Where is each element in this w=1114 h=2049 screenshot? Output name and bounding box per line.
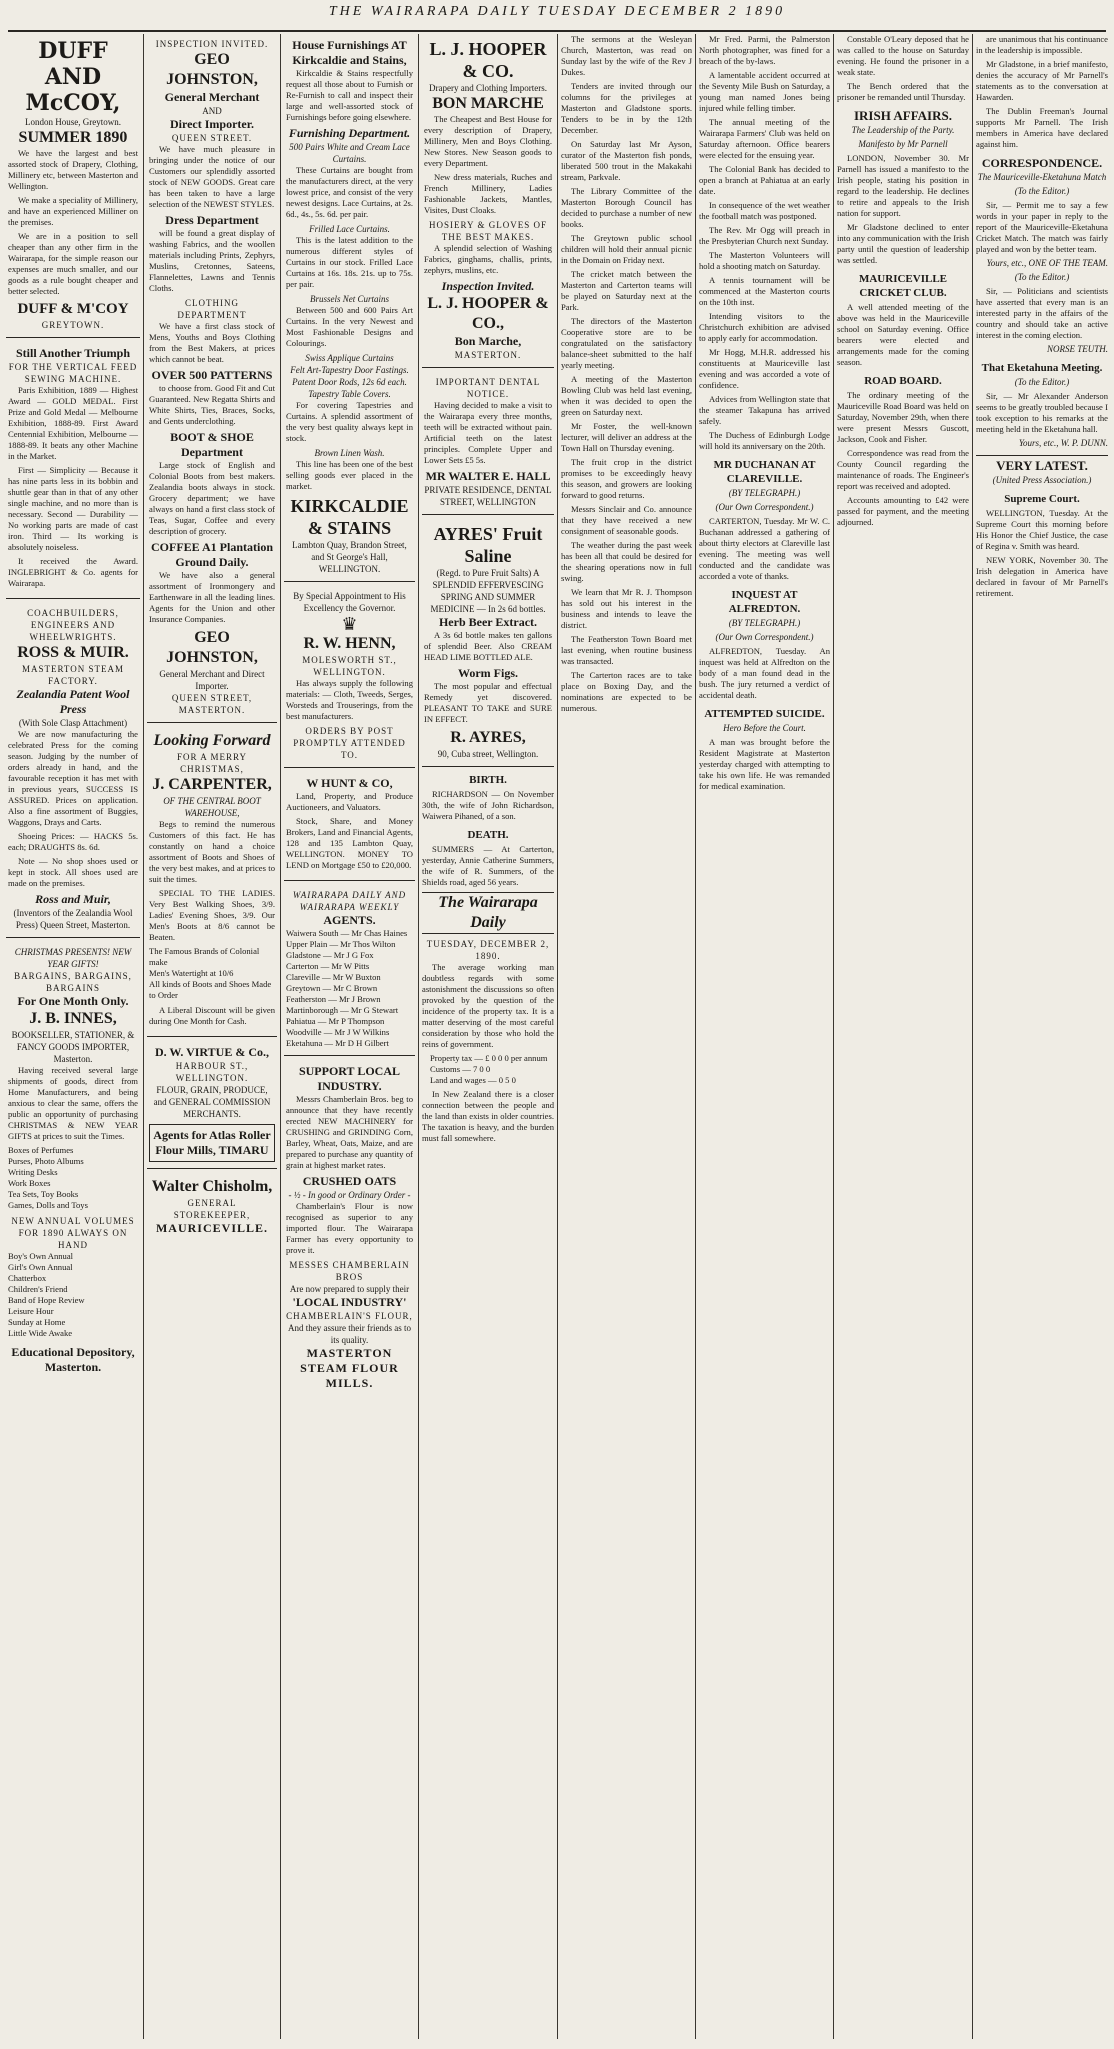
list-item: Games, Dolls and Toys <box>8 1200 88 1210</box>
list-item: Leisure Hour <box>8 1306 54 1316</box>
clothing-heading: CLOTHING DEPARTMENT <box>177 298 247 320</box>
news-paragraph: Mr Foster, the well-known lecturer, will deliver an address at the Town Hall on Thursday evening. <box>561 421 692 453</box>
geo-johnston-advert <box>147 34 277 723</box>
chamberlain-advert <box>284 1060 415 1397</box>
list-item: Gladstone — Mr J G Fox <box>286 950 374 960</box>
hunt-name: W HUNT & CO, <box>306 776 393 790</box>
crushed-subheading: - ½ - In good or Ordinary Order - <box>288 1190 411 1200</box>
curtains-heading: 500 Pairs White and Cream Lace Curtains. <box>289 142 410 164</box>
kirkcaldie-name: KIRKCALDIE & STAINS <box>290 496 409 538</box>
column-1 <box>6 34 140 2039</box>
list-item: Boxes of Perfumes <box>8 1145 74 1155</box>
patent-heading: Patent Door Rods, 12s 6d each. <box>292 377 407 387</box>
list-item: Men's Watertight at 10/6 <box>149 968 234 978</box>
correspondence-text-2: Sir, — Politicians and scientists have asserted that every man is an interested party in the affairs of the country and should take an active interest in the coming election. <box>976 286 1108 340</box>
hosiery-text: A splendid selection of Washing Fabrics, ginghams, challis, prints, zephyrs, muslins, etc. <box>424 243 552 275</box>
attempted-heading: ATTEMPTED SUICIDE. <box>704 708 825 720</box>
one-month-heading: For One Month Only. <box>17 994 129 1008</box>
news-paragraph: are unanimous that his continuance in the leadership is impossible. <box>976 34 1108 55</box>
column-rule <box>833 34 834 2039</box>
column-rule <box>143 34 144 2039</box>
list-item: Girl's Own Annual <box>8 1262 73 1272</box>
dress-text: will be found a great display of washing Fabrics, and the woollen materials including Prints, Zephyrs, Muslins, Cretonnes, Sateens, Flannelettes, Lawns and Tennis Cloths. <box>149 228 275 293</box>
correspondence-heading: CORRESPONDENCE. <box>981 156 1103 170</box>
chamberlain-text-2: And they assure their friends as to its quality. <box>288 1323 411 1345</box>
news-paragraph: Intending visitors to the Christchurch exhibition are advised to apply early for accommodation. <box>699 311 830 343</box>
table-row: Land and wages — 0 5 0 <box>430 1075 516 1085</box>
ross-signature: Ross and Muir, <box>35 892 111 906</box>
geo-and: AND <box>202 106 222 116</box>
ladies-text: SPECIAL TO THE LADIES. Very Best Walking Shoes, 3/9. Ladies' Evening Shoes, 3/9. Our Men's Boots at 8/6 cannot be Beaten. <box>149 888 275 942</box>
geo2-name: GEO JOHNSTON, <box>166 629 258 666</box>
coffee-text: We have also a general assortment of Ironmongery and Earthenware in all the leading lines. Agents for the Union and other Insurance Companies. <box>149 570 275 624</box>
royal-crest-icon: ♛ <box>341 614 358 634</box>
news-paragraph: Mr Gladstone, in a brief manifesto, denies the accuracy of Mr Parnell's statements as to the conversation at Hawarden. <box>976 59 1108 102</box>
list-item: Clareville — Mr W Buxton <box>286 972 381 982</box>
news-paragraph: The Dublin Freeman's Journal supports Mr Parnell. The Irish members in America have declared against him. <box>976 106 1108 149</box>
duff-place: London House, Greytown. <box>25 117 121 127</box>
house-text: Kirkcaldie & Stains respectfully request all those about to Furnish or Re-Furnish to call and inspect their large and well-assorted stock of Furnishings before going elsewhere. <box>286 68 413 122</box>
page-masthead: THE WAIRARAPA DAILY TUESDAY DECEMBER 2 1890 <box>328 4 786 19</box>
irish-text: LONDON, November 30. Mr Parnell has issued a manifesto to the Irish people, stating his position in regard to the leadership. He declines to retire and appeals to the Irish nation for support. <box>837 153 969 218</box>
virtue-place: HARBOUR ST., WELLINGTON. <box>175 1061 249 1083</box>
irish-subheading: The Leadership of the Party. <box>851 125 955 135</box>
news-paragraph: The weather during the past week has been all that could be desired for the shearing operations now in full swing. <box>561 540 692 583</box>
brussels-heading: Brussels Net Curtains <box>309 294 389 304</box>
hunt-trade: Land, Property, and Produce Auctioneers, and Valuators. <box>286 791 413 812</box>
worm-text: The most popular and effectual Remedy yet discovered. PLEASANT TO TAKE and SURE IN EFFECT. <box>424 681 552 724</box>
zealandia-title: Zealandia Patent Wool Press <box>16 687 130 716</box>
bargains-heading: BARGAINS, BARGAINS, BARGAINS <box>14 971 132 993</box>
clareville-text: CARTERTON, Tuesday. Mr W. C. Buchanan addressed a gathering of about thirty electors at Clareville last evening. The meeting was well conducted and the candidate was accorded a vote of thanks. <box>699 516 830 581</box>
correspondence-subheading: The Mauriceville-Eketahuna Match <box>977 172 1107 182</box>
sewing-text-2: First — Simplicity — Because it has nine parts less in its bobbin and shuttle gear than in that of any other single machine, and no more than is necessary. Second — Durability — No working parts are made of cast iron. Third — Its working is absolutely noiseless. <box>8 465 138 552</box>
news-paragraph: The annual meeting of the Wairarapa Farmers' Club was held on Saturday afternoon. Office bearers were elected for the ensuing year. <box>699 117 830 160</box>
orders-text: ORDERS BY POST PROMPTLY ATTENDED TO. <box>293 726 406 760</box>
innes-name: J. B. INNES, <box>29 1010 117 1027</box>
column-8 <box>976 34 1108 2039</box>
innes-goods-list <box>8 1145 138 1211</box>
virtue-name: D. W. VIRTUE & Co., <box>154 1045 270 1059</box>
appointment-text: By Special Appointment to His Excellency the Governor. <box>293 591 406 613</box>
list-item: Sunday at Home <box>8 1317 66 1327</box>
dental-text: Having decided to make a visit to the Wairarapa every three months, teeth will be extracted without pain. Artificial teeth on the latest principles. Complete Upper and Lower Sets £5 5s. <box>424 400 552 465</box>
carpenter-name: J. CARPENTER, <box>152 776 272 793</box>
news-paragraph: The directors of the Masterton Cooperative store are to be congratulated on the satisfactory balance-sheet submitted to the half yearly meeting. <box>561 316 692 370</box>
agents-list <box>286 928 413 1049</box>
news-paragraph: The Rev. Mr Ogg will preach in the Presbyterian Church next Sunday. <box>699 225 830 246</box>
frilled-heading: Frilled Lace Curtains. <box>309 224 390 234</box>
geo-direct: Direct Importer. <box>170 117 254 131</box>
annuals-heading: NEW ANNUAL VOLUMES FOR 1890 ALWAYS ON HAND <box>11 1216 135 1250</box>
column-rule <box>695 34 696 2039</box>
meeting-text: Sir, — Mr Alexander Anderson seems to be greatly troubled because I took exception to his remarks at the meeting held in the Eketahuna hall. <box>976 391 1108 434</box>
duff-signature-place: GREYTOWN. <box>41 320 105 330</box>
list-item: Pahiatua — Mr P Thompson <box>286 1016 385 1026</box>
agents-title: WAIRARAPA DAILY AND WAIRARAPA WEEKLY <box>292 890 407 912</box>
masterton-steam-mills: MASTERTON STEAM FLOUR MILLS. <box>300 1346 399 1390</box>
paper-title: The Wairarapa Daily <box>422 892 554 934</box>
list-item: Upper Plain — Mr Thos Wilton <box>286 939 396 949</box>
geo-street: QUEEN STREET. <box>171 133 253 143</box>
meeting-to-editor: (To the Editor.) <box>1014 377 1070 387</box>
duff-season: SUMMER 1890 <box>18 129 128 146</box>
support-heading: SUPPORT LOCAL INDUSTRY. <box>298 1064 401 1093</box>
masthead-rule <box>8 30 1106 32</box>
chamberlain-text: Are now prepared to supply their <box>289 1284 410 1294</box>
news-paragraph: Messrs Sinclair and Co. announce that they have received a new consignment of seasonable goods. <box>561 504 692 536</box>
tapestry-heading: Tapestry Table Covers. <box>308 389 391 399</box>
hooper-trade: Drapery and Clothing Importers. <box>429 83 547 93</box>
innes-trade: BOOKSELLER, STATIONER, & FANCY GOODS IMPORTER, Masterton. <box>11 1030 135 1064</box>
ross-text: We are now manufacturing the celebrated Press for the coming season. Judging by the number of orders already in hand, and the favourable reception it has met with in previous years, SUCCESS IS ASSURED. Prices on application. Also a fine assortment of Buggies, Waggons, Drays and Carts. <box>8 729 138 827</box>
road-board-text-2: Correspondence was read from the County Council regarding the maintenance of roads. The Engineer's report was received and adopted. <box>837 448 969 491</box>
column-7 <box>837 34 969 2039</box>
ross-text-3: Note — No shop shoes used or kept in stock. All shoes used are made on the premises. <box>8 856 138 888</box>
duff-text-3: We are in a position to sell cheaper than any other firm in the Wairarapa, for the simple reason our expenses are much smaller, and our goods as a rule bought cheaper and better selected. <box>8 231 138 296</box>
inquest-subheading: (BY TELEGRAPH.) <box>728 618 801 628</box>
news-paragraph: A meeting of the Masterton Bowling Club was held last evening, when it was decided to open the green on Saturday next. <box>561 374 692 417</box>
list-item: All kinds of Boots and Shoes Made to Order <box>149 979 272 1000</box>
news-paragraph: Mr Hogg, M.H.R. addressed his constituents at Mauriceville last evening and was accorded a vote of confidence. <box>699 347 830 390</box>
ayers-title: AYRES' Fruit Saline <box>433 524 543 566</box>
virtue-trade: FLOUR, GRAIN, PRODUCE, and GENERAL COMMISSION MERCHANTS. <box>153 1085 271 1119</box>
birth-heading: BIRTH. <box>469 774 507 786</box>
news-paragraph: The Carterton races are to take place on Boxing Day, and the nominations are expected to be numerous. <box>561 670 692 713</box>
bon-marche-2: Bon Marche, <box>454 334 522 348</box>
herb-text: A 3s 6d bottle makes ten gallons of splendid Beer. Also CREAM HEAD LIME BOTTLED ALE. <box>424 630 552 662</box>
leader-text: The average working man doubtless regards with some astonishment the discussions so often provoked by the question of the incidence of the property tax. It is a matter deserving of the most careful consideration by those who hold the reins of government. <box>422 962 554 1049</box>
henn-place: MOLESWORTH ST., WELLINGTON. <box>302 655 397 677</box>
news-paragraph: In consequence of the wet weather the football match was postponed. <box>699 200 830 221</box>
list-item: Woodville — Mr J W Wilkins <box>286 1027 390 1037</box>
correspondence-signature-2: NORSE TEUTH. <box>1046 344 1108 354</box>
local-industry: 'LOCAL INDUSTRY' <box>292 1295 407 1309</box>
supreme-court-heading: Supreme Court. <box>1004 493 1080 505</box>
column-rule <box>972 34 973 2039</box>
inquest-text: ALFREDTON, Tuesday. An inquest was held at Alfredton on the body of a man found dead in the bush. The jury returned a verdict of accidental death. <box>699 646 830 700</box>
column-3 <box>284 34 415 2039</box>
news-paragraph: The Featherston Town Board met last evening, when routine business was transacted. <box>561 634 692 666</box>
swiss-heading: Swiss Applique Curtains <box>305 353 394 363</box>
list-item: Band of Hope Review <box>8 1295 85 1305</box>
agents-heading: AGENTS. <box>323 913 376 927</box>
crushed-text: Chamberlain's Flour is now recognised as superior to any imported flour. The Wairarapa Farmer has every opportunity to prove it. <box>286 1201 413 1255</box>
dental-heading: IMPORTANT DENTAL NOTICE. <box>435 377 541 399</box>
list-item: Children's Friend <box>8 1284 68 1294</box>
dress-heading: Dress Department <box>165 213 259 227</box>
ayers-subtitle: (Regd. to Pure Fruit Salts) A SPLENDID EFFERVESCING SPRING AND SUMMER MEDICINE — In 2s 6d bottles. <box>430 568 546 614</box>
news-paragraph: The Masterton Volunteers will hold a shooting match on Saturday. <box>699 250 830 271</box>
hunt-text: Stock, Share, and Money Brokers, Land and Financial Agents, 128 and 135 Lambton Quay, WELLINGTON. MONEY TO LEND on Mortgage £50 to £20,000. <box>286 816 413 870</box>
patterns-heading: OVER 500 PATTERNS <box>151 368 273 382</box>
list-item: Work Boxes <box>8 1178 51 1188</box>
zealandia-subtitle: (With Sole Clasp Attachment) <box>18 718 128 728</box>
christmas-heading: CHRISTMAS PRESENTS! NEW YEAR GIFTS! <box>14 947 132 969</box>
hunt-advert <box>284 772 415 881</box>
chisholm-trade: GENERAL STOREKEEPER, <box>173 1198 251 1220</box>
brussels-text: Between 500 and 600 Pairs Art Curtains. In the very Newest and Most Fashionable Designs and Colourings. <box>286 305 413 348</box>
very-latest-heading: VERY LATEST. <box>976 455 1108 473</box>
innes-footer: Educational Depository, Masterton. <box>11 1345 135 1374</box>
carpenter-advert <box>147 727 277 1037</box>
hooper-advert <box>422 34 554 368</box>
column-2 <box>147 34 277 2039</box>
boot-heading: BOOT & SHOE Department <box>170 430 254 459</box>
leader-text-2: In New Zealand there is a closer connection between the people and the land than exists in older countries. The taxation is heavy, and the burden must fall somewhere. <box>422 1089 554 1143</box>
ross-muir-advert <box>6 603 140 938</box>
list-item: Featherston — Mr J Brown <box>286 994 381 1004</box>
list-item: Carterton — Mr W Pitts <box>286 961 370 971</box>
sewing-machine-advert <box>6 342 140 599</box>
ross-signature-2: (Inventors of the Zealandia Wool Press) Queen Street, Masterton. <box>13 908 133 930</box>
hooper-name: L. J. HOOPER & CO. <box>429 39 547 81</box>
notices-section <box>422 773 554 1144</box>
inquest-heading: INQUEST AT ALFREDTON. <box>728 589 801 615</box>
correspondence-to-editor-2: (To the Editor.) <box>1014 272 1070 282</box>
worm-heading: Worm Figs. <box>458 666 518 680</box>
discount-text: A Liberal Discount will be given during One Month for Cash. <box>149 1005 275 1026</box>
agents-advert <box>284 885 415 1056</box>
linen-text: This line has been one of the best selling goods ever placed in the market. <box>286 459 413 491</box>
irish-text-2: Mr Gladstone declined to enter into any communication with the Irish party until the question of leadership was settled. <box>837 222 969 265</box>
chisholm-name: Walter Chisholm, <box>151 1178 273 1195</box>
news-paragraph: A tennis tournament will be commenced at the Masterton courts on the 10th inst. <box>699 275 830 307</box>
looking-subheading: FOR A MERRY CHRISTMAS, <box>176 752 248 774</box>
ayres-name: R. AYRES, <box>450 729 526 746</box>
geo-trade: General Merchant <box>164 90 260 104</box>
ross-text-2: Shoeing Prices: — HACKS 5s. each; DRAUGHTS 8s. 6d. <box>8 831 138 852</box>
news-paragraph: A lamentable accident occurred at the Seventy Mile Bush on Saturday, a young man named Jones being injured while felling timber. <box>699 70 830 113</box>
hall-name: MR WALTER E. HALL <box>425 469 551 483</box>
geo2-street: QUEEN STREET, MASTERTON. <box>171 693 253 715</box>
geo-name: GEO JOHNSTON, <box>166 51 258 88</box>
bon-marche-title: BON MARCHE <box>432 95 544 112</box>
clareville-subheading-2: (Our Own Correspondent.) <box>715 502 814 512</box>
ayres-advert <box>422 519 554 767</box>
annuals-list <box>8 1251 138 1339</box>
clareville-heading: MR DUCHANAN AT CLAREVILLE. <box>713 459 816 485</box>
carpenter-list <box>149 946 275 1001</box>
column-5 <box>561 34 692 2039</box>
duff-text-2: We make a speciality of Millinery, and have an experienced Milliner on the premises. <box>8 195 138 227</box>
list-item: The Famous Brands of Colonial make <box>149 946 260 967</box>
house-title: House Furnishings AT Kirkcaldie and Stains, <box>292 38 407 67</box>
virtue-agents: Agents for Atlas Roller Flour Mills, TIMARU <box>149 1124 275 1162</box>
inquest-subheading-2: (Our Own Correspondent.) <box>715 632 814 642</box>
sewing-text: Paris Exhibition, 1889 — Highest Award — GOLD MEDAL. First Prize and Gold Medal — Melbourne Exhibition, 1888-89. First Award Centennial Exhibition, Melbourne — 1888-89. It beats any other Machine in the Market. <box>8 385 138 461</box>
kirkcaldie-advert <box>284 34 415 582</box>
news-paragraph: Advices from Wellington state that the steamer Takapuna has arrived safely. <box>699 394 830 426</box>
herb-heading: Herb Beer Extract. <box>438 615 538 629</box>
linen-heading: Brown Linen Wash. <box>314 448 385 458</box>
tapestry-text: For covering Tapestries and Curtains. A splendid assortment of the very best quality always kept in stock. <box>286 400 413 443</box>
attempted-subheading: Hero Before the Court. <box>723 723 806 733</box>
news-paragraph: The Duchess of Edinburgh Lodge will hold its anniversary on the 20th. <box>699 430 830 451</box>
kirkcaldie-place: Lambton Quay, Brandon Street, and St George's Hall, WELLINGTON. <box>292 540 407 574</box>
innes-advert <box>6 942 140 1381</box>
road-board-text: The ordinary meeting of the Mauriceville Road Board was held on Saturday, November 29th, when there were present Messrs Guscott, Jackson, Cook and Fisher. <box>837 390 969 444</box>
coachbuilders-heading: COACHBUILDERS, ENGINEERS AND WHEELWRIGHTS. <box>27 608 119 642</box>
news-paragraph: The Bench ordered that the prisoner be remanded until Thursday. <box>837 81 969 102</box>
henn-text: Has always supply the following materials: — Cloth, Tweeds, Serges, Worsteds and Trouserings, from the best manufacturers. <box>286 678 413 721</box>
chisholm-place: MAURICEVILLE. <box>155 1221 268 1235</box>
duff-signature: DUFF & M'COY <box>17 301 129 317</box>
virtue-advert <box>147 1041 277 1169</box>
henn-advert <box>284 586 415 768</box>
furnishing-heading: Furnishing Department. <box>288 126 411 140</box>
news-paragraph: On Saturday last Mr Ayson, curator of the Masterton fish ponds, liberated 500 trout in the Makakahi stream, Parkvale. <box>561 139 692 182</box>
clothing-text: We have a first class stock of Mens, Youths and Boys Clothing from the Best Makers, at prices which cannot be beat. <box>149 321 275 364</box>
news-paragraph: The sermons at the Wesleyan Church, Masterton, was read on Sunday last by the wife of the Rev J Dukes. <box>561 34 692 77</box>
very-latest-subheading: (United Press Association.) <box>992 475 1092 485</box>
sewing-subtitle: FOR THE VERTICAL FEED SEWING MACHINE. <box>8 362 138 384</box>
felt-heading: Felt Art-Tapestry Door Fastings. <box>290 365 409 375</box>
innes-text: Having received several large shipments of goods, direct from Home Manufacturers, and being anxious to clear the same, offers the public an opportunity of purchasing CHRISTMAS & NEW YEAR GIFTS at prices to suit the Times. <box>8 1065 138 1141</box>
list-item: Waiwera South — Mr Chas Haines <box>286 928 408 938</box>
meeting-heading: That Eketahuna Meeting. <box>981 362 1103 374</box>
ross-name: ROSS & MUIR. <box>17 644 129 661</box>
list-item: Little Wide Awake <box>8 1328 73 1338</box>
duff-mccoy-advert <box>6 34 140 338</box>
hall-address: PRIVATE RESIDENCE, DENTAL STREET, WELLINGTON <box>424 485 552 507</box>
news-paragraph: We learn that Mr R. J. Thompson has sold out his interest in the business and intends to leave the district. <box>561 587 692 630</box>
duff-text: We have the largest and best assorted stock of Drapery, Clothing, Millinery etc, between Masterton and Wellington. <box>8 148 138 191</box>
correspondence-signature: Yours, etc., ONE OF THE TEAM. <box>986 258 1108 268</box>
attempted-text: A man was brought before the Resident Magistrate at Masterton yesterday charged with attempting to take his own life. He was remanded for medical examination. <box>699 737 830 791</box>
paper-date: TUESDAY, DECEMBER 2, 1890. <box>426 939 550 961</box>
news-paragraph: Tenders are invited through our columns for the privileges at Masterton and Gladstone sports. Tenders to be in by the 12th December. <box>561 81 692 135</box>
road-board-heading: ROAD BOARD. <box>864 375 942 387</box>
sewing-title: Still Another Triumph <box>15 346 131 360</box>
frilled-text: This is the latest addition to the numerous different styles of Curtains in our stock. Frilled Lace Curtains at 16s. 18s. 21s. up to 75s. per pair. <box>286 235 413 289</box>
news-paragraph: The Colonial Bank has decided to open a branch at Pahiatua at an early date. <box>699 164 830 196</box>
road-board-text-3: Accounts amounting to £42 were passed for payment, and the meeting adjourned. <box>837 495 969 527</box>
news-paragraph: The cricket match between the Masterton and Carterton teams will be played on Saturday next at the Park. <box>561 269 692 312</box>
crushed-heading: CRUSHED OATS <box>302 1174 397 1188</box>
table-row: Property tax — £ 0 0 0 per annum <box>430 1053 548 1063</box>
column-rule <box>557 34 558 2039</box>
inspection-invited: Inspection Invited. <box>441 279 535 293</box>
chamberlain-name: CHAMBERLAIN'S FLOUR, <box>286 1311 413 1321</box>
column-rule <box>280 34 281 2039</box>
chamberlain-heading: MESSES CHAMBERLAIN BROS <box>289 1260 410 1282</box>
inspection-heading: INSPECTION INVITED. <box>155 39 269 49</box>
dental-advert <box>422 372 554 515</box>
carpenter-trade: OF THE CENTRAL BOOT WAREHOUSE, <box>163 796 261 818</box>
hosiery-heading: HOSIERY & GLOVES OF THE BEST MAKES. <box>429 220 547 242</box>
column-rule <box>418 34 419 2039</box>
clareville-subheading: (BY TELEGRAPH.) <box>728 488 801 498</box>
henn-name: R. W. HENN, <box>303 635 396 652</box>
list-item: Writing Desks <box>8 1167 58 1177</box>
patterns-text: to choose from. Good Fit and Cut Guaranteed. New Regatta Shirts and White Shirts, Ties, Braces, Socks, and Gents underclothing. <box>149 383 275 426</box>
bon-marche-place: MASTERTON. <box>454 350 522 360</box>
death-heading: DEATH. <box>467 829 509 841</box>
curtains-text: These Curtains are bought from the manufacturers direct, at the very lowest price, and consist of the very newest designs. Lace Curtains, at 2s. 6d., 4s., 5s. 6d. per pair. <box>286 165 413 219</box>
ross-works: MASTERTON STEAM FACTORY. <box>21 664 125 686</box>
list-item: Boy's Own Annual <box>8 1251 74 1261</box>
list-item: Martinborough — Mr G Stewart <box>286 1005 399 1015</box>
death-text: SUMMERS — At Carterton, yesterday, Annie Catherine Summers, the wife of R. Summers, of the Shields road, aged 56 years. <box>422 844 554 887</box>
bon-text-2: New dress materials, Ruches and French Millinery, Ladies Fashionable Jackets, Mantles, Visites, Dust Cloaks. <box>424 172 552 215</box>
bon-text: The Cheapest and Best House for every description of Drapery, Millinery, Men and Boys Clothing. New Stores. New Season goods to every Department. <box>424 114 552 168</box>
column-6 <box>699 34 830 2039</box>
tax-table <box>430 1053 554 1086</box>
mauriceville-cricket-text: A well attended meeting of the above was held in the Mauriceville school on Saturday evening. Office bearers were elected and arrangements made for the coming season. <box>837 302 969 367</box>
list-item: Purses, Photo Albums <box>8 1156 84 1166</box>
column-4 <box>422 34 554 2039</box>
news-paragraph: The Greytown public school children will hold their annual picnic in the Domain on Friday next. <box>561 233 692 265</box>
supreme-court-text: WELLINGTON, Tuesday. At the Supreme Court this morning before His Honor the Chief Justice, the case of Regina v. Smith was heard. <box>976 508 1108 551</box>
news-paragraph: The fruit crop in the district promises to be exceedingly heavy this season, and growers are looking forward to good returns. <box>561 457 692 500</box>
hooper-name-2: L. J. HOOPER & CO., <box>427 295 549 332</box>
irish-heading: IRISH AFFAIRS. <box>853 108 952 123</box>
list-item: Chatterbox <box>8 1273 47 1283</box>
support-text: Messrs Chamberlain Bros. beg to announce that they have recently erected NEW MACHINERY for CRUSHING and GRINDING Corn, Barley, Wheat, Oats, Maize, and are prepared to purchase any quantity of grain at highest market rates. <box>286 1094 413 1170</box>
correspondence-to-editor: (To the Editor.) <box>1014 186 1070 196</box>
coffee-heading: COFFEE A1 Plantation Ground Daily. <box>150 540 273 569</box>
birth-text: RICHARDSON — On November 30th, the wife of John Richardson, Waiwera Pihaned, of a son. <box>422 789 554 821</box>
boot-text: Large stock of English and Colonial Boots from best makers. Zealandia boots always in stock. Grocery department; we have always on hand a first class stock of Teas, Sugar, Coffee and every description of grocery. <box>149 460 275 536</box>
irish-subheading-2: Manifesto by Mr Parnell <box>858 139 948 149</box>
news-paragraph: Constable O'Leary deposed that he was called to the house on Saturday evening. He found the prisoner in a weak state. <box>837 34 969 77</box>
looking-heading: Looking Forward <box>153 732 271 749</box>
correspondence-text: Sir, — Permit me to say a few words in your paper in reply to the report of the Mauriceville-Eketahuna Cricket Match. The match was fairly played and won by the better team. <box>976 200 1108 254</box>
list-item: Tea Sets, Toy Books <box>8 1189 79 1199</box>
ayres-place: 90, Cuba street, Wellington. <box>437 749 539 759</box>
geo-text: We have much pleasure in bringing under the notice of our Customers our splendidly assorted stock of NEW GOODS. Great care has been taken to have a large selection of the NEWEST STYLES. <box>149 144 275 209</box>
geo2-trade: General Merchant and Direct Importer. <box>159 669 265 691</box>
list-item: Eketahuna — Mr D H Gilbert <box>286 1038 389 1048</box>
sewing-text-3: It received the Award. INGLEBRIGHT & Co. agents for Wairarapa. <box>8 556 138 588</box>
mauriceville-cricket-heading: MAURICEVILLE CRICKET CLUB. <box>858 273 947 299</box>
carpenter-text: Begs to remind the numerous Customers of this fact. He has constantly on hand a choice assortment of Boots and Shoes of the very best makes, and at prices to suit the times. <box>149 819 275 884</box>
news-paragraph: Mr Fred. Parmi, the Palmerston North photographer, was fined for a breach of the by-laws. <box>699 34 830 66</box>
news-paragraph: The Library Committee of the Masterton Borough Council has decided to purchase a number of new books. <box>561 186 692 229</box>
new-york-text: NEW YORK, November 30. The Irish delegation in America have declared in favour of Mr Parnell's retirement. <box>976 555 1108 598</box>
list-item: Greytown — Mr C Brown <box>286 983 378 993</box>
meeting-signature: Yours, etc., W. P. DUNN. <box>1018 438 1108 448</box>
table-row: Customs — 7 0 0 <box>430 1064 491 1074</box>
chisholm-advert <box>147 1173 277 1242</box>
duff-name: DUFF AND McCOY, <box>25 38 121 116</box>
